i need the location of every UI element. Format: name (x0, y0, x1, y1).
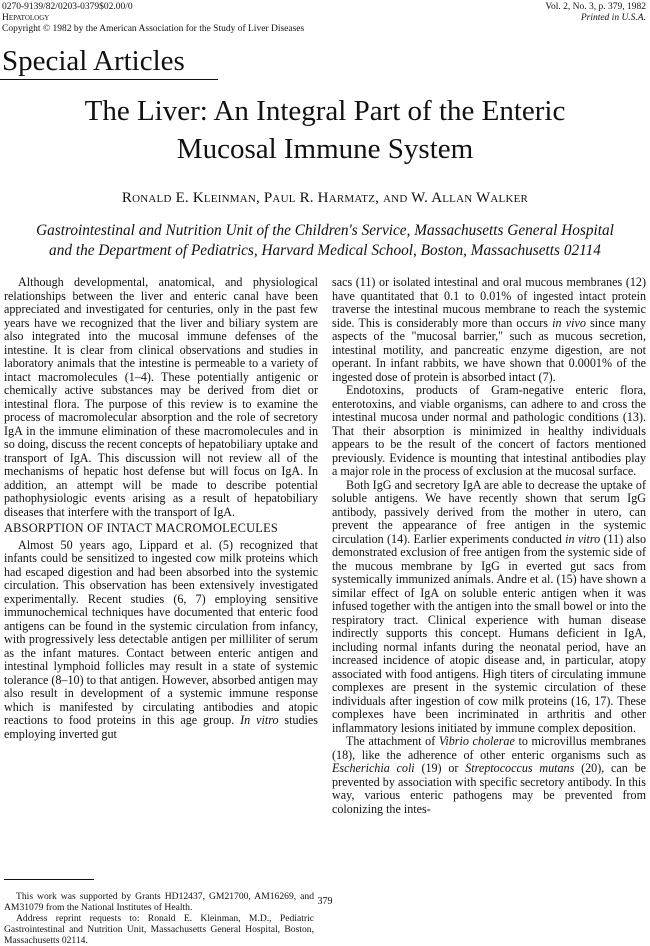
section-heading: Special Articles (2, 45, 185, 77)
paragraph: Although developmental, anatomical, and physiological relationships between the liver and enteric canal have been appreciated and investigated for centuries, only in the past few years have we recognized that the liver and biliary system are also integrated into the mucosal immune defenses of the intestine. It is clear from clinical observations and studies in laboratory animals that the intestine is permeable to a variety of intact macromolecules (1–4). These potentially antigenic or chemically active substances may be derived from diet or intestinal flora. The purpose of this review is to examine the process of macromolecular absorption and the role of secretory IgA in the immune elimination of these macromolecules and in so doing, discuss the recent concepts of hepatobiliary uptake and transport of IgA. This discussion will not review all of the mechanisms of hepatic host defense but will focus on IgA. In addition, an attempt will be made to describe potential pathophysiologic events arising as a result of hepatobiliary diseases that interfere with the transport of IgA. (4, 275, 318, 519)
affiliation-line-2: and the Department of Pediatrics, Harvard Medical School, Boston, Massachusetts 02114 (49, 242, 601, 259)
affiliation-line-1: Gastrointestinal and Nutrition Unit of the Children's Service, Massachusetts General Hospital (36, 222, 614, 239)
header-left (2, 2, 304, 35)
title-line-2: Mucosal Immune System (176, 133, 474, 165)
paragraph: Both IgG and secretory IgA are able to decrease the uptake of soluble antigens. We have recently shown that serum IgG antibody, passively derived from the mother in utero, can prevent the appearance of free antigen in the systemic circulation (14). Earlier experiments conducted in vitro (11) also demonstrated exclusion of free antigen from the systemic side of the mucous membrane by IgG in everted gut sacs from systemically immunized animals. Andre et al. (15) have shown a similar effect of IgA on soluble enteric antigen when it was infused together with the antigen into the small bowel or into the respiratory tract. Clinical experience with human disease indirectly supports this concept. Humans deficient in IgA, including normal infants during the neonatal period, have an increased incidence of atopic disease and, in particular, atopy associated with food antigens. High titers of circulating immune complexes are present in the systemic circulation of these individuals after ingestion of cow milk proteins (16, 17). These complexes have been incriminated in arthritis and other inflammatory lesions initiated by immune complex deposition. (332, 477, 647, 735)
paragraph: sacs (11) or isolated intestinal and oral mucous membranes (12) have quantitated that 0.1 to 0.01% of ingested intact protein traverse the intestinal mucous membrane to reach the systemic side. This is considerably more than occurs in vivo since many aspects of the "mucosal barrier," such as mucous secretion, intestinal motility, and pancreatic enzyme digestion, are not operant. In infant rabbits, we have shown that 0.0001% of the ingested dose of protein is absorbed intact (7). (332, 275, 646, 384)
printed-in: Printed in U.S.A. (580, 13, 646, 23)
article-title (0, 92, 650, 168)
header-right (545, 2, 646, 24)
authors: Ronald E. Kleinman, Paul R. Harmatz, and W. Allan Walker (121, 190, 529, 206)
left-column (4, 276, 318, 741)
section-rule (0, 79, 218, 80)
subsection-heading: ABSORPTION OF INTACT MACROMOLECULES (4, 521, 278, 535)
volume-info: Vol. 2, No. 3, p. 379, 1982 (545, 2, 646, 12)
page-number: 379 (317, 896, 333, 907)
affiliation (0, 221, 650, 261)
right-column (332, 276, 646, 816)
footnote-funding: This work was supported by Grants HD12437, GM21700, AM16269, and AM31079 from the National Institutes of Health. (4, 891, 314, 913)
copyright: Copyright © 1982 by the American Association for the Study of Liver Diseases (2, 24, 305, 34)
paragraph: Almost 50 years ago, Lippard et al. (5) recognized that infants could be sensitized to ingested cow milk proteins which had escaped digestion and had been absorbed into the systemic circulation. This observation has been extensively investigated experimentally. Recent studies (6, 7) employing sensitive immunochemical techniques have documented that enteric food antigens can be found in the systemic circulation from infancy, with progressively less detectable antigen per milliliter of serum as the infant matures. Contact between enteric antigen and intestinal lymphoid follicles may result in a state of systemic tolerance (8–10) to that antigen. However, absorbed antigen may also result in development of a systemic immune response which is manifested by circulating antibodies and atopic reactions to food proteins in this age group. In vitro studies employing inverted gut (4, 537, 318, 741)
paragraph: The attachment of Vibrio cholerae to microvillus membranes (18), like the adherence of other enteric organisms such as Escherichia coli (19) or Streptococcus mutans (20), can be prevented by association with specific secretory antibody. In this way, various enteric pathogens may be prevented from colonizing the intes- (332, 734, 647, 816)
paragraph: Endotoxins, products of Gram-negative enteric flora, enterotoxins, and viable organisms, can adhere to and cross the intestinal mucosa under normal and pathologic conditions (13). That their absorption is minimized in healthy individuals appears to be the result of the concert of factors mentioned previously. Evidence is mounting that intestinal antibodies play a major role in the process of exclusion at the mucosal surface. (332, 383, 646, 478)
header-issn: 0270-9139/82/0203-0379$02.00/0 (2, 2, 133, 12)
title-line-1: The Liver: An Integral Part of the Enteric (84, 95, 566, 127)
footnote-rule (4, 879, 94, 880)
journal-name: Hepatology (2, 13, 50, 23)
footnote-reprints: Address reprint requests to: Ronald E. Kleinman, M.D., Pediatric Gastrointestinal and Nutrition Unit, Massachusetts General Hospital, Boston, Massachusetts 02114. (4, 913, 314, 946)
